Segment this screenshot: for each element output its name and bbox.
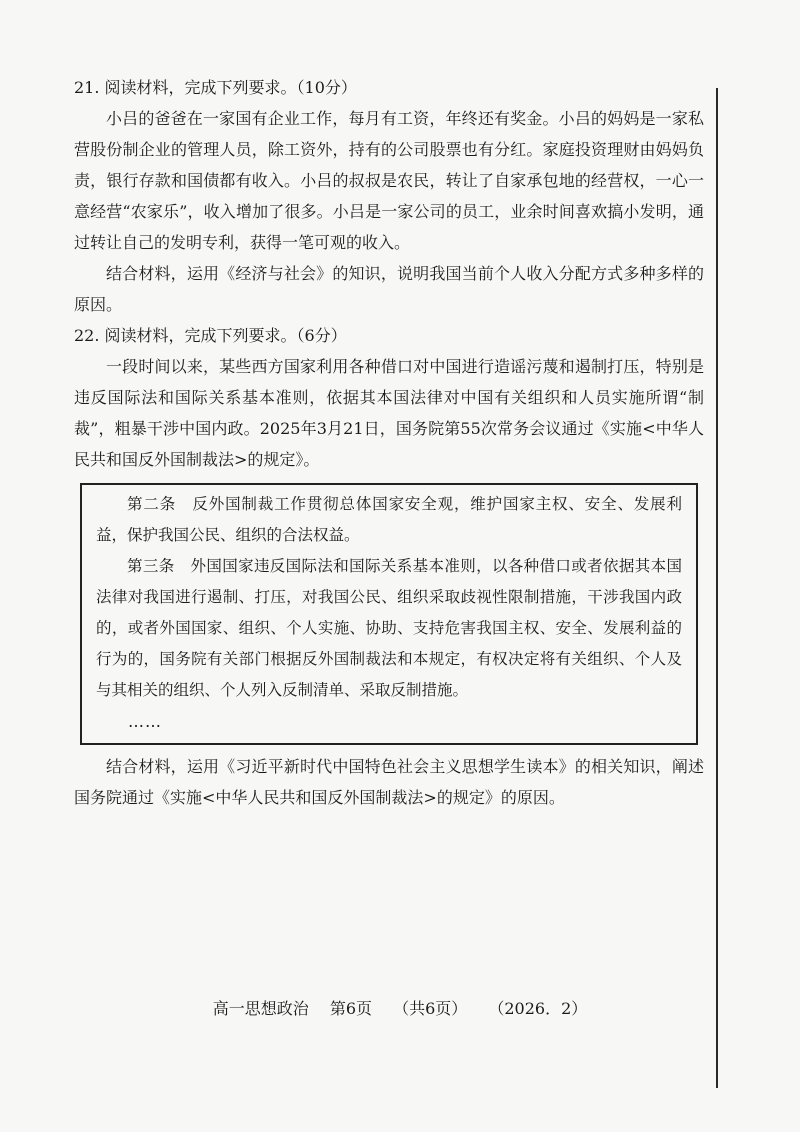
excerpt-ellipsis: ……	[128, 712, 162, 731]
footer-page-number: 第6页	[329, 999, 372, 1018]
question-22-task: 结合材料，运用《习近平新时代中国特色社会主义思想学生读本》的相关知识，阐述国务院通过《实施<中华人民共和国反外国制裁法>的规定》的原因。	[74, 757, 704, 807]
regulation-excerpt-box	[80, 483, 698, 745]
question-21-heading: 21. 阅读材料，完成下列要求。（10分）	[74, 78, 357, 97]
question-22-heading: 22. 阅读材料，完成下列要求。（6分）	[74, 326, 347, 345]
page-footer	[0, 996, 800, 1019]
margin-rule	[716, 88, 718, 1088]
question-21-task: 结合材料，运用《经济与社会》的知识，说明我国当前个人收入分配方式多种多样的原因。	[74, 264, 704, 314]
footer-total-pages: （共6页）	[393, 999, 468, 1018]
footer-subject: 高一思想政治	[212, 999, 309, 1018]
page-content	[74, 72, 704, 813]
article-3-text: 第三条 外国国家违反国际法和国际关系基本准则，以各种借口或者依据其本国法律对我国进行遏制、打压，对我国公民、组织采取歧视性限制措施，干涉我国内政的，或者外国国家、组织、个人实施、协助、支持危害我国主权、安全、发展利益的行为的，国务院有关部门根据反外国制裁法和本规定，有权决定将有关组织、个人及与其相关的组织、个人列入反制清单、采取反制措施。	[96, 557, 682, 699]
question-21-material: 小吕的爸爸在一家国有企业工作，每月有工资，年终还有奖金。小吕的妈妈是一家私营股份制企业的管理人员，除工资外，持有的公司股票也有分红。家庭投资理财由妈妈负责，银行存款和国债都有收入。小吕的叔叔是农民，转让了自家承包地的经营权，一心一意经营“农家乐”，收入增加了很多。小吕是一家公司的员工，业余时间喜欢搞小发明，通过转让自己的发明专利，获得一笔可观的收入。	[74, 109, 704, 252]
question-22-material: 一段时间以来，某些西方国家利用各种借口对中国进行造谣污蔑和遏制打压，特别是违反国际法和国际关系基本准则，依据其本国法律对中国有关组织和人员实施所谓“制裁”，粗暴干涉中国内政。2025年3月21日，国务院第55次常务会议通过《实施<中华人民共和国反外国制裁法>的规定》。	[74, 357, 704, 469]
footer-date: （2026．2）	[488, 999, 588, 1018]
article-2-text: 第二条 反外国制裁工作贯彻总体国家安全观，维护国家主权、安全、发展利益，保护我国公民、组织的合法权益。	[96, 495, 682, 544]
